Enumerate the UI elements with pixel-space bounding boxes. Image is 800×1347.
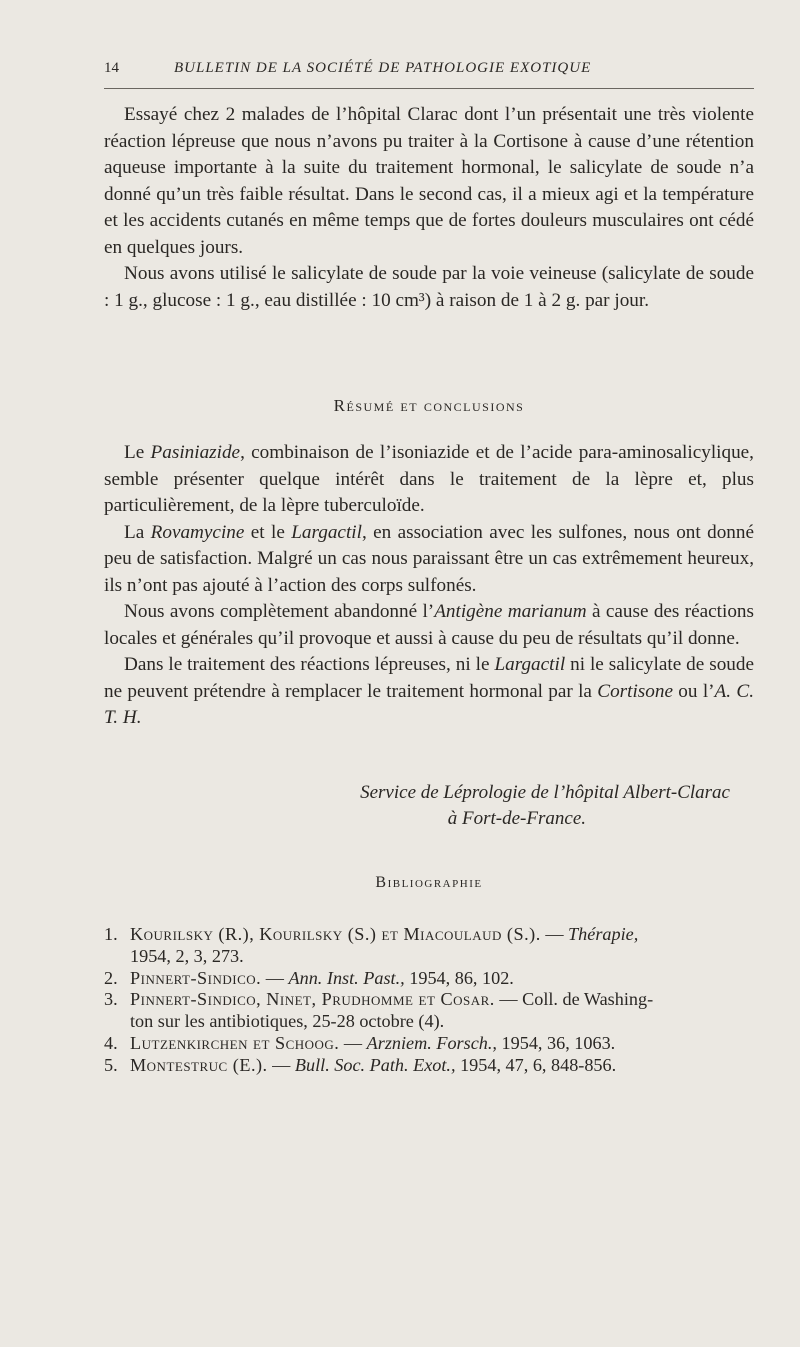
bibliography-entry: 2. Pinnert-Sindico. — Ann. Inst. Past., 1954, 86, 102. (104, 967, 514, 988)
header-rule (104, 88, 754, 89)
signature-line-2: à Fort-de-France. (447, 808, 586, 829)
paragraph-clarac-patients: Essayé chez 2 malades de l’hôpital Clarac dont l’un présentait une très violente réaction lépreuse que nous n’avons pu traiter à la Cortisone à cause d’une rétention aqueuse importante à la suite du traitement hormonal, le salicylate de soude n’a donné qu’un très faible résultat. Dans le second cas, il a mieux agi et la température et les accidents cutanés en même temps que de fortes douleurs musculaires ont cédé en quelques jours. (104, 104, 754, 258)
bibliography-list (104, 924, 754, 1077)
bibliography-entry: 1. Kourilsky (R.), Kourilsky (S.) et Miacoulaud (S.). — Thérapie, 1954, 2, 3, 273. (104, 924, 639, 966)
conclusion-pasiniazide: Le Pasiniazide, combinaison de l’isoniazide et de l’acide para-aminosalicylique, semble présenter quelque intérêt dans le traitement de la lèpre et, plus particulièrement, de la lèpre tuberculoïde. (104, 442, 754, 516)
running-header (104, 60, 754, 77)
service-signature (104, 780, 754, 832)
bibliography-entry: 3. Pinnert-Sindico, Ninet, Prudhomme et Cosar. — Coll. de Washing- ton sur les antibiotiques, 25-28 octobre (4). (104, 989, 654, 1032)
signature-line-1: Service de Léprologie de l’hôpital Albert-Clarac (360, 782, 730, 803)
conclusion-reactions: Dans le traitement des réactions lépreuses, ni le Largactil ni le salicylate de soude ne peuvent prétendre à remplacer le traitement hormonal par la Cortisone ou l’A. C. T. H. (104, 654, 754, 728)
bibliography-heading: Bibliographie (375, 874, 483, 891)
bibliography-entry: 5. Montestruc (E.). — Bull. Soc. Path. Exot., 1954, 47, 6, 848-856. (104, 1054, 617, 1075)
conclusion-rovamycine: La Rovamycine et le Largactil, en association avec les sulfones, nous ont donné peu de satisfaction. Malgré un cas nous paraissant être un cas extrêmement heureux, ils n’ont pas ajouté à l’action des corps sulfonés. (104, 521, 754, 596)
journal-running-title: BULLETIN DE LA SOCIÉTÉ DE PATHOLOGIE EXOTIQUE (174, 60, 592, 76)
bibliography-entry: 4. Lutzenkirchen et Schoog. — Arzniem. Forsch., 1954, 36, 1063. (104, 1032, 616, 1053)
intro-text (104, 102, 754, 314)
conclusions-text (104, 440, 754, 732)
page-number: 14 (104, 60, 119, 76)
section-heading: Résumé et conclusions (333, 396, 525, 415)
paragraph-iv-protocol: Nous avons utilisé le salicylate de soude par la voie veineuse (salicylate de soude : 1 g., glucose : 1 g., eau distillée : 10 cm³) à raison de 1 à 2 g. par jour. (104, 263, 754, 311)
conclusion-antigene: Nous avons complètement abandonné l’Antigène marianum à cause des réactions locales et générales qu’il provoque et aussi à cause du peu de résultats qu’il donne. (104, 601, 754, 649)
